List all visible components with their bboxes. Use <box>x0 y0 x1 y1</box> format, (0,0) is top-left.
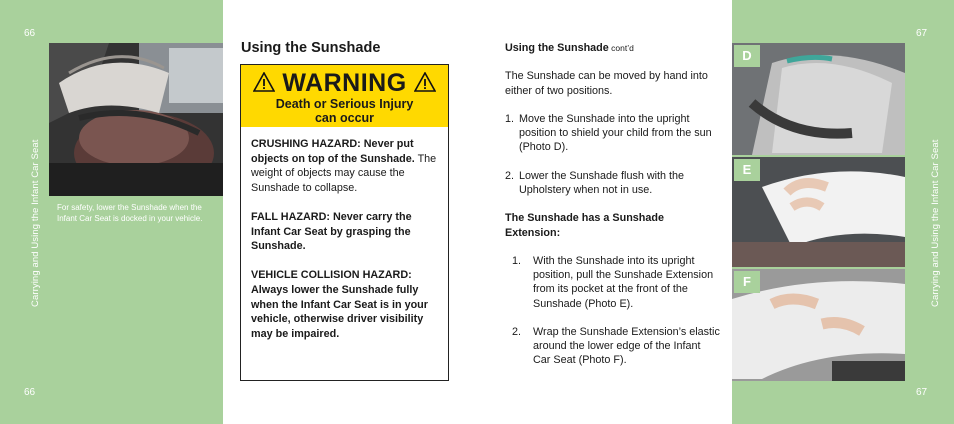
step-number: 2. <box>512 325 522 338</box>
step-text: With the Sunshade into its upright position, pull the Sunshade Extension from its pocket at the front of the Sunshade (Photo E). <box>533 254 714 310</box>
warning-box <box>240 64 449 381</box>
step-number: 1. <box>505 112 515 125</box>
side-label-right: Carrying and Using the Infant Car Seat <box>930 139 941 307</box>
page-number-bottom-left: 66 <box>24 387 36 398</box>
photo-caption: For safety, lower the Sunshade when the Infant Car Seat is docked in your vehicle. <box>57 203 203 223</box>
warning-triangle-icon <box>414 72 436 92</box>
step-2 <box>505 169 720 197</box>
page-number-bottom-right: 67 <box>916 387 928 398</box>
extension-heading: The Sunshade has a Sunshade Extension: <box>505 212 664 239</box>
vehicle-collision-hazard <box>251 268 438 341</box>
warning-header <box>241 65 448 127</box>
page-number-top-right: 67 <box>916 28 928 39</box>
car-seat-in-vehicle-photo <box>49 43 223 196</box>
step-number: 2. <box>505 169 515 182</box>
warning-subtitle-line2: can occur <box>314 111 375 125</box>
step-1 <box>505 112 720 155</box>
warning-subtitle-line1: Death or Serious Injury <box>275 97 414 111</box>
intro-text: The Sunshade can be moved by hand into either of two positions. <box>505 70 708 97</box>
column-subheading <box>505 41 720 55</box>
photo-label-f: F <box>734 271 760 293</box>
section-heading: Using the Sunshade <box>241 40 381 56</box>
crushing-hazard <box>251 137 438 195</box>
contd-label: cont’d <box>608 43 634 53</box>
photo-label-d: D <box>734 45 760 67</box>
page-number-top-left: 66 <box>24 28 36 39</box>
vehicle-collision-hazard-title: VEHICLE COLLISION HAZARD: Always lower the Sunshade fully when the Infant Car Seat is in your vehicle, otherwise driver visibility may be impaired. <box>251 269 428 340</box>
instructions-column <box>505 41 720 382</box>
extension-step-2 <box>505 325 720 368</box>
fall-hazard-title: FALL HAZARD: Never carry the Infant Car Seat by grasping the Sunshade. <box>251 210 412 253</box>
step-text: Lower the Sunshade flush with the Upholstery when not in use. <box>519 169 685 196</box>
warning-subtitle <box>241 97 448 125</box>
warning-title-row <box>241 65 448 97</box>
side-label-left: Carrying and Using the Infant Car Seat <box>30 139 41 307</box>
extension-step-1 <box>505 254 720 311</box>
warning-body <box>241 127 448 341</box>
column-subheading-text: Using the Sunshade <box>505 42 609 54</box>
photo-label-e: E <box>734 159 760 181</box>
step-number: 1. <box>512 254 522 267</box>
step-text: Move the Sunshade into the upright position to shield your child from the sun (Photo D). <box>519 112 712 154</box>
crushing-hazard-text: The weight of objects may cause the Sunshade to collapse. <box>251 152 437 194</box>
fall-hazard <box>251 210 438 254</box>
crushing-hazard-title: CRUSHING HAZARD: Never put objects on top of the Sunshade. <box>251 138 415 165</box>
warning-title: WARNING <box>282 69 407 97</box>
warning-triangle-icon <box>253 72 275 92</box>
step-text: Wrap the Sunshade Extension’s elastic around the lower edge of the Infant Car Seat (Photo F). <box>533 325 720 367</box>
